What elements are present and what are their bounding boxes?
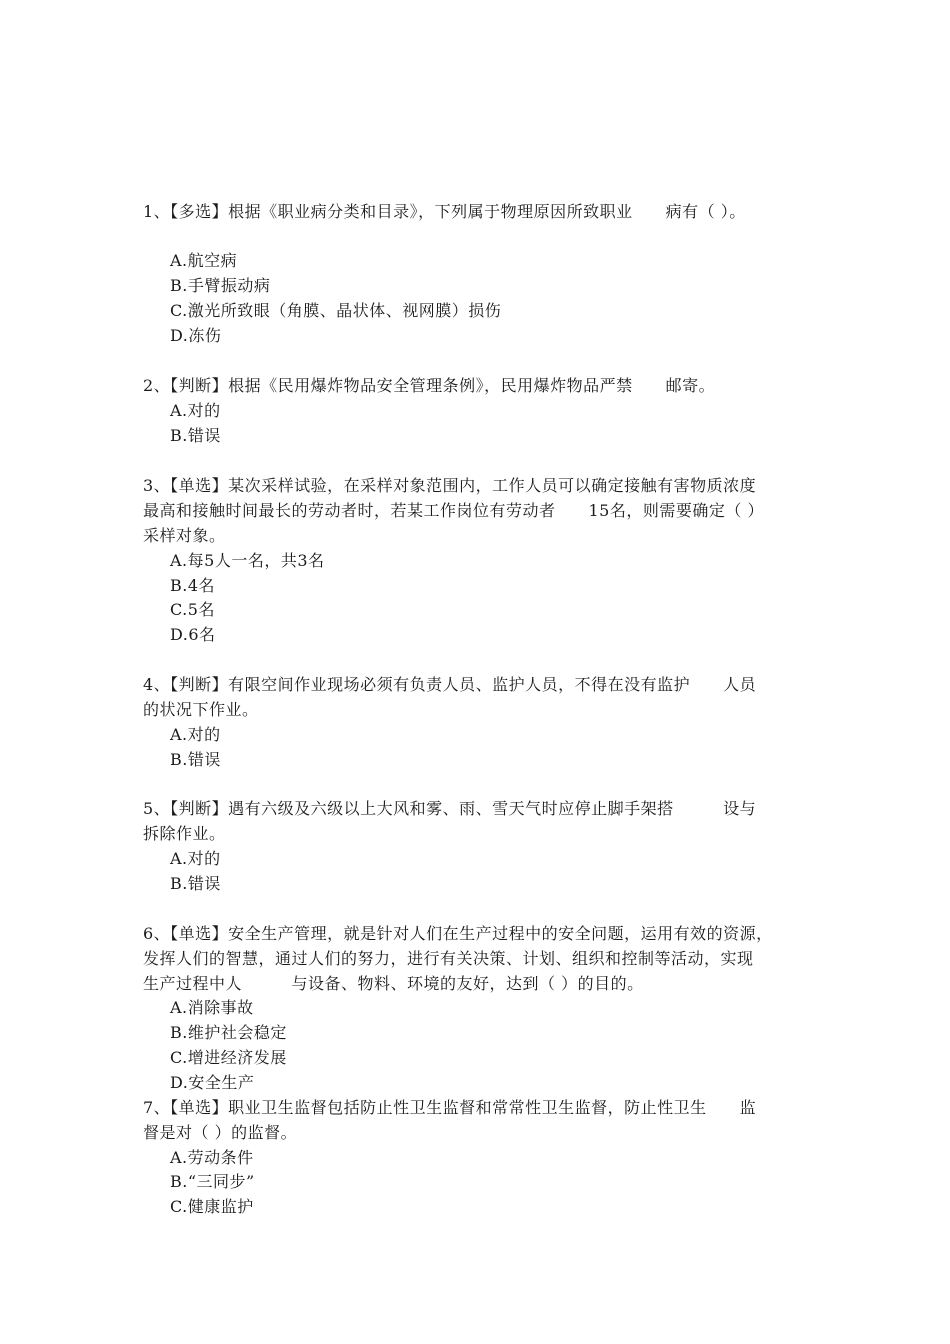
question-6-text-line-3: 生产过程中人 与设备、物料、环境的友好，达到（ ）的目的。 bbox=[143, 974, 644, 993]
question-4-option-a: A.对的 bbox=[170, 725, 221, 744]
question-7-text-line-2: 督是对（ ）的监督。 bbox=[143, 1123, 298, 1142]
question-3-option-b: B.4名 bbox=[170, 576, 216, 595]
question-1-text: 1、【多选】根据《职业病分类和目录》，下列属于物理原因所致职业 病有（ ）。 bbox=[143, 202, 746, 221]
question-3-option-a: A.每5人一名，共3名 bbox=[170, 551, 325, 570]
question-3-text-line-1: 3、【单选】某次采样试验，在采样对象范围内，工作人员可以确定接触有害物质浓度 bbox=[143, 476, 757, 495]
question-5-option-a: A.对的 bbox=[170, 849, 221, 868]
question-6-option-c: C.增进经济发展 bbox=[170, 1048, 287, 1067]
question-7-option-c: C.健康监护 bbox=[170, 1197, 254, 1216]
question-2-option-a: A.对的 bbox=[170, 401, 221, 420]
question-3-option-d: D.6名 bbox=[170, 625, 216, 644]
question-4-option-b: B.错误 bbox=[170, 750, 221, 769]
question-1-option-a: A.航空病 bbox=[170, 251, 238, 270]
question-5-text-line-1: 5、【判断】遇有六级及六级以上大风和雾、雨、雪天气时应停止脚手架搭 设与 bbox=[143, 799, 757, 818]
question-3-text-line-3: 采样对象。 bbox=[143, 526, 226, 545]
question-7-option-a: A.劳动条件 bbox=[170, 1148, 254, 1167]
question-5-option-b: B.错误 bbox=[170, 874, 221, 893]
question-6-option-a: A.消除事故 bbox=[170, 998, 254, 1017]
question-3-option-c: C.5名 bbox=[170, 600, 215, 619]
question-6-text-line-1: 6、【单选】安全生产管理，就是针对人们在生产过程中的安全问题，运用有效的资源， bbox=[143, 924, 773, 943]
question-3-text-line-2: 最高和接触时间最长的劳动者时，若某工作岗位有劳动者 15名，则需要确定（ ） bbox=[143, 501, 764, 520]
question-1-option-b: B.手臂振动病 bbox=[170, 276, 271, 295]
question-6-text-line-2: 发挥人们的智慧，通过人们的努力，进行有关决策、计划、组织和控制等活动，实现 bbox=[143, 949, 754, 968]
question-2-option-b: B.错误 bbox=[170, 426, 221, 445]
question-4-text-line-2: 的状况下作业。 bbox=[143, 700, 259, 719]
question-1-option-c: C.激光所致眼（角膜、晶状体、视网膜）损伤 bbox=[170, 301, 502, 320]
question-2-text: 2、【判断】根据《民用爆炸物品安全管理条例》，民用爆炸物品严禁 邮寄。 bbox=[143, 376, 716, 395]
question-6-option-b: B.维护社会稳定 bbox=[170, 1023, 287, 1042]
question-1-option-d: D.冻伤 bbox=[170, 326, 222, 345]
question-4-text-line-1: 4、【判断】有限空间作业现场必须有负责人员、监护人员，不得在没有监护 人员 bbox=[143, 675, 757, 694]
question-7-option-b: B.“三同步” bbox=[170, 1172, 255, 1191]
question-5-text-line-2: 拆除作业。 bbox=[143, 824, 226, 843]
question-7-text-line-1: 7、【单选】职业卫生监督包括防止性卫生监督和常常性卫生监督，防止性卫生 监 bbox=[143, 1098, 757, 1117]
question-6-option-d: D.安全生产 bbox=[170, 1073, 255, 1092]
